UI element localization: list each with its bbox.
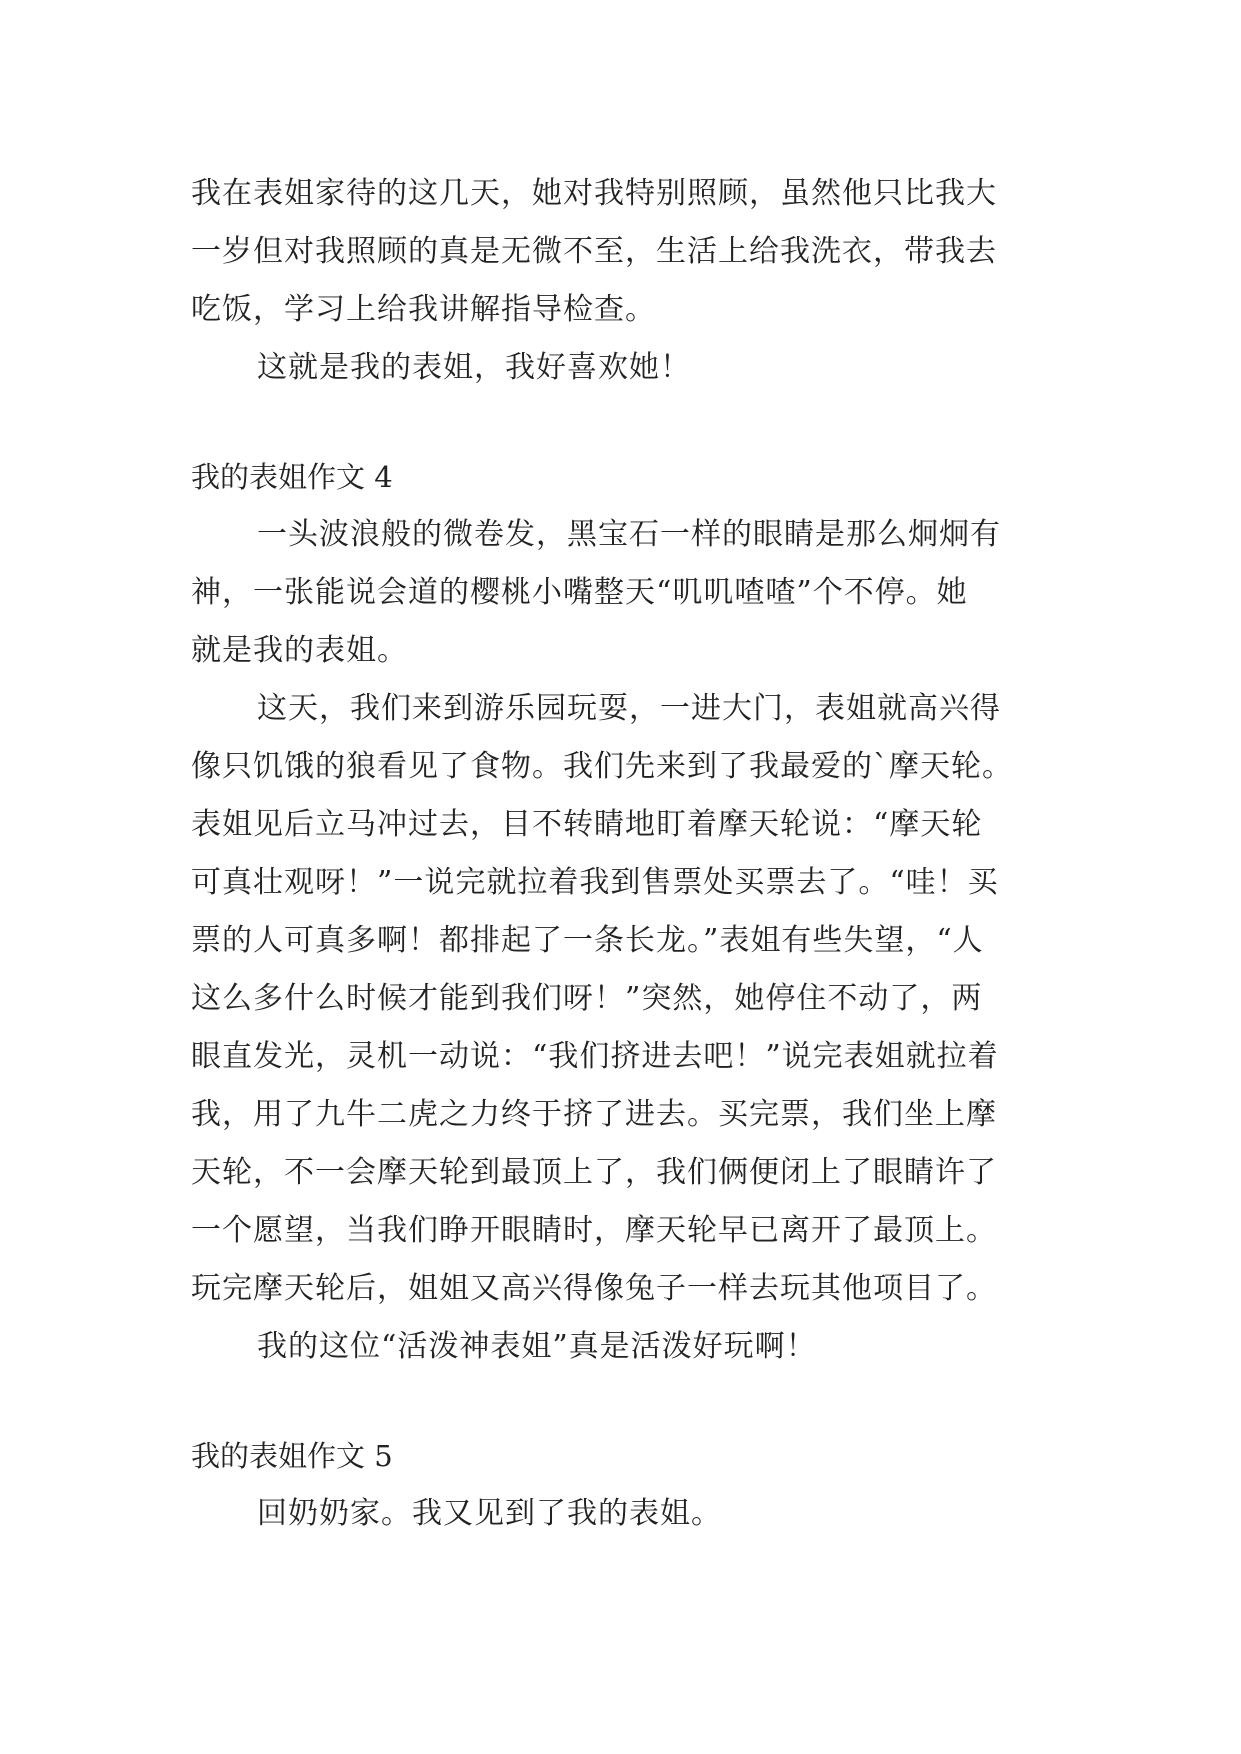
text-line: 就是我的表姐。 (191, 633, 408, 668)
text-line: 票的人可真多啊！都排起了一条长龙。”表姐有些失望，“人 (191, 923, 984, 958)
text-line: 吃饭，学习上给我讲解指导检查。 (191, 292, 656, 327)
text-line: 神，一张能说会道的樱桃小嘴整天“叽叽喳喳”个不停。她 (191, 575, 968, 610)
text-line: 表姐见后立马冲过去，目不转睛地盯着摩天轮说：“摩天轮 (191, 807, 983, 842)
paragraph-start-line: 回奶奶家。我又见到了我的表姐。 (257, 1496, 722, 1531)
document-page (191, 165, 1061, 1543)
text-line: 像只饥饿的狼看见了食物。我们先来到了我最爱的`摩天轮。 (191, 749, 1013, 784)
section-gap (191, 1376, 1061, 1427)
text-line: 天轮，不一会摩天轮到最顶上了，我们俩便闭上了眼睛许了 (191, 1155, 997, 1190)
paragraph-start-line: 这天，我们来到游乐园玩耍，一进大门，表姐就高兴得 (257, 691, 1001, 726)
text-line: 眼直发光，灵机一动说：“我们挤进去吧！”说完表姐就拉着 (191, 1039, 999, 1074)
section-gap (191, 397, 1061, 448)
text-line: 可真壮观呀！”一说完就拉着我到售票处买票去了。“哇！买 (191, 865, 999, 900)
paragraph-start-line: 我的这位“活泼神表姐”真是活泼好玩啊！ (257, 1329, 817, 1364)
paragraph-start-line: 一头波浪般的微卷发，黑宝石一样的眼睛是那么炯炯有 (257, 517, 1001, 552)
text-line: 一个愿望，当我们睁开眼睛时，摩天轮早已离开了最顶上。 (191, 1213, 997, 1248)
paragraph-start-line: 这就是我的表姐，我好喜欢她！ (257, 350, 691, 385)
text-line: 这么多什么时候才能到我们呀！”突然，她停住不动了，两 (191, 981, 983, 1016)
text-line: 我，用了九牛二虎之力终于挤了进去。买完票，我们坐上摩 (191, 1097, 997, 1132)
essay-title-5: 我的表姐作文 5 (191, 1439, 393, 1473)
text-line: 一岁但对我照顾的真是无微不至，生活上给我洗衣，带我去 (191, 234, 997, 269)
text-line: 我在表姐家待的这几天，她对我特别照顾，虽然他只比我大 (191, 176, 997, 211)
essay-title-4: 我的表姐作文 4 (191, 460, 393, 494)
text-line: 玩完摩天轮后，姐姐又高兴得像兔子一样去玩其他项目了。 (191, 1271, 997, 1306)
